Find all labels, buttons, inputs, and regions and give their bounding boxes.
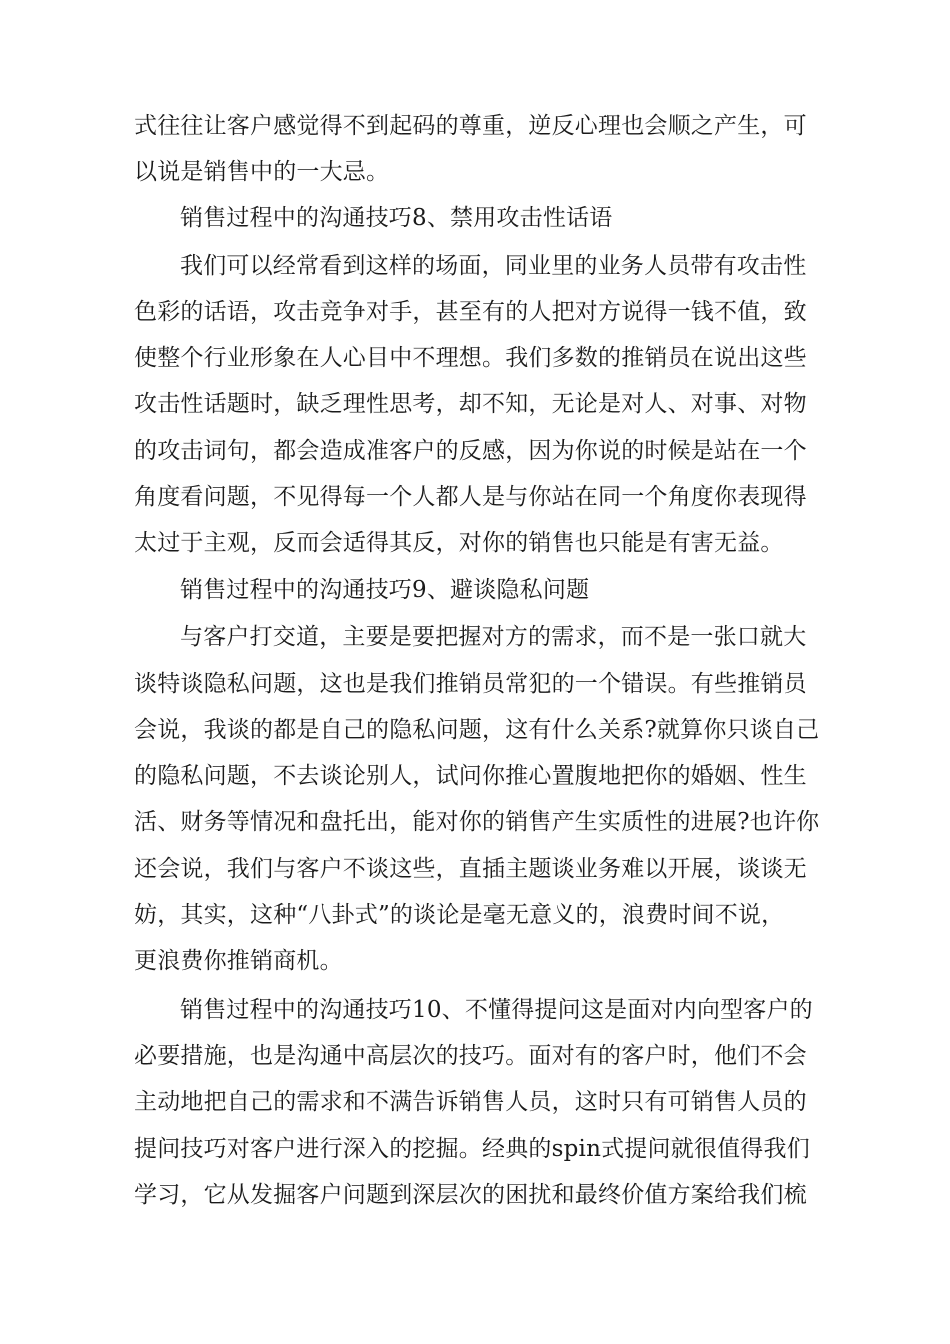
text-line: 的攻击词句，都会造成准客户的反感，因为你说的时候是站在一个 (134, 438, 807, 464)
text-line: 攻击性话题时，缺乏理性思考，却不知，无论是对人、对事、对物 (134, 391, 807, 417)
text-line: 太过于主观，反而会适得其反，对你的销售也只能是有害无益。 (134, 530, 784, 556)
text-line: 色彩的话语，攻击竞争对手，甚至有的人把对方说得一钱不值，致 (134, 299, 807, 325)
text-line: 会说，我谈的都是自己的隐私问题，这有什么关系?就算你只谈自己 (134, 717, 820, 743)
text-line: 谈特谈隐私问题，这也是我们推销员常犯的一个错误。有些推销员 (134, 671, 807, 697)
text-line: 的隐私问题，不去谈论别人，试问你推心置腹地把你的婚姻、性生 (134, 763, 807, 789)
text-line: 与客户打交道，主要是要把握对方的需求，而不是一张口就大 (180, 624, 807, 650)
text-line: 角度看问题，不见得每一个人都人是与你站在同一个角度你表现得 (134, 484, 807, 510)
text-line: 式往往让客户感觉得不到起码的尊重，逆反心理也会顺之产生，可 (134, 113, 807, 139)
text-line: 提问技巧对客户进行深入的挖掘。经典的spin式提问就很值得我们 (134, 1136, 810, 1162)
text-line: 妨，其实，这种“八卦式”的谈论是毫无意义的，浪费时间不说， (134, 902, 785, 928)
text-line: 销售过程中的沟通技巧10、不懂得提问这是面对内向型客户的 (180, 997, 813, 1023)
text-line: 更浪费你推销商机。 (134, 948, 343, 974)
text-line: 还会说，我们与客户不谈这些，直插主题谈业务难以开展，谈谈无 (134, 856, 807, 882)
text-line: 活、财务等情况和盘托出，能对你的销售产生实质性的进展?也许你 (134, 809, 820, 835)
text-line: 学习，它从发掘客户问题到深层次的困扰和最终价值方案给我们梳 (134, 1182, 807, 1208)
text-line: 以说是销售中的一大忌。 (134, 159, 390, 185)
text-line: 使整个行业形象在人心目中不理想。我们多数的推销员在说出这些 (134, 345, 807, 371)
text-line: 必要措施，也是沟通中高层次的技巧。面对有的客户时，他们不会 (134, 1043, 807, 1069)
text-line: 我们可以经常看到这样的场面，同业里的业务人员带有攻击性 (180, 253, 807, 279)
section-heading: 销售过程中的沟通技巧8、禁用攻击性话语 (180, 205, 613, 231)
text-line: 主动地把自己的需求和不满告诉销售人员，这时只有可销售人员的 (134, 1089, 807, 1115)
section-heading: 销售过程中的沟通技巧9、避谈隐私问题 (180, 577, 590, 603)
